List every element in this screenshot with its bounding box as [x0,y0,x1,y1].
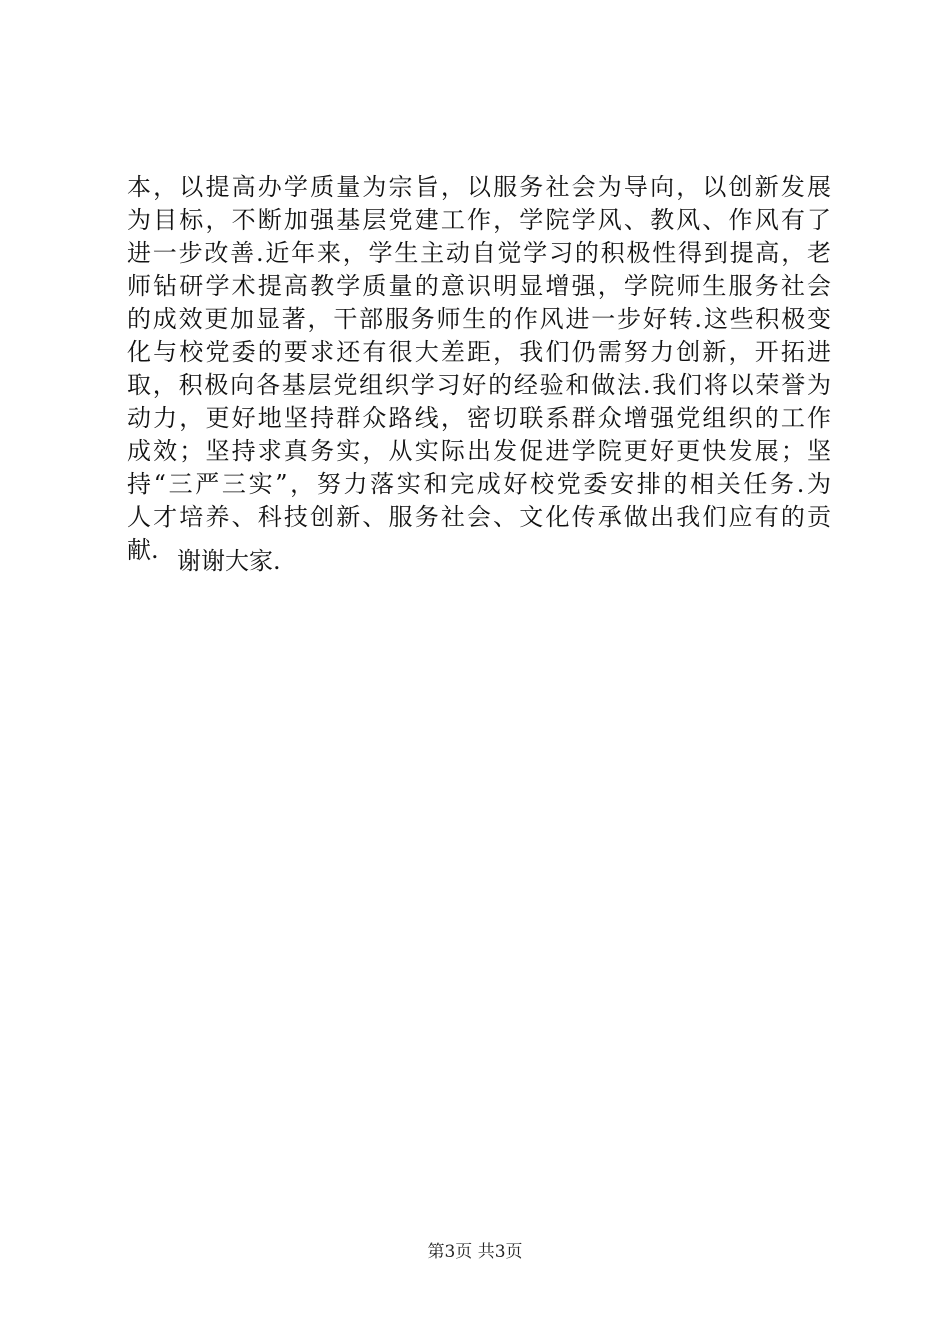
paragraph-line: 动力，更好地坚持群众路线，密切联系群众增强党组织的工作 [127,404,831,432]
paragraph-line: 进一步改善.近年来，学生主动自觉学习的积极性得到提高，老 [127,239,831,267]
paragraph-line: 献. [127,536,159,564]
closing-remark: 谢谢大家. [177,547,281,575]
paragraph-line: 人才培养、科技创新、服务社会、文化传承做出我们应有的贡 [127,503,831,531]
paragraph-line: 化与校党委的要求还有很大差距，我们仍需努力创新，开拓进 [127,338,831,366]
paragraph-line: 成效；坚持求真务实，从实际出发促进学院更好更快发展；坚 [127,437,831,465]
paragraph-line: 持“三严三实”，努力落实和完成好校党委安排的相关任务.为 [127,470,831,498]
page-footer: 第3页 共3页 [427,1242,523,1262]
speech-paragraph [127,171,831,567]
paragraph-line: 取，积极向各基层党组织学习好的经验和做法.我们将以荣誉为 [127,371,831,399]
paragraph-line: 为目标，不断加强基层党建工作，学院学风、教风、作风有了 [127,206,831,234]
paragraph-line: 的成效更加显著，干部服务师生的作风进一步好转.这些积极变 [127,305,831,333]
paragraph-line: 师钻研学术提高教学质量的意识明显增强，学院师生服务社会 [127,272,831,300]
paragraph-line: 本，以提高办学质量为宗旨，以服务社会为导向，以创新发展 [127,173,831,201]
